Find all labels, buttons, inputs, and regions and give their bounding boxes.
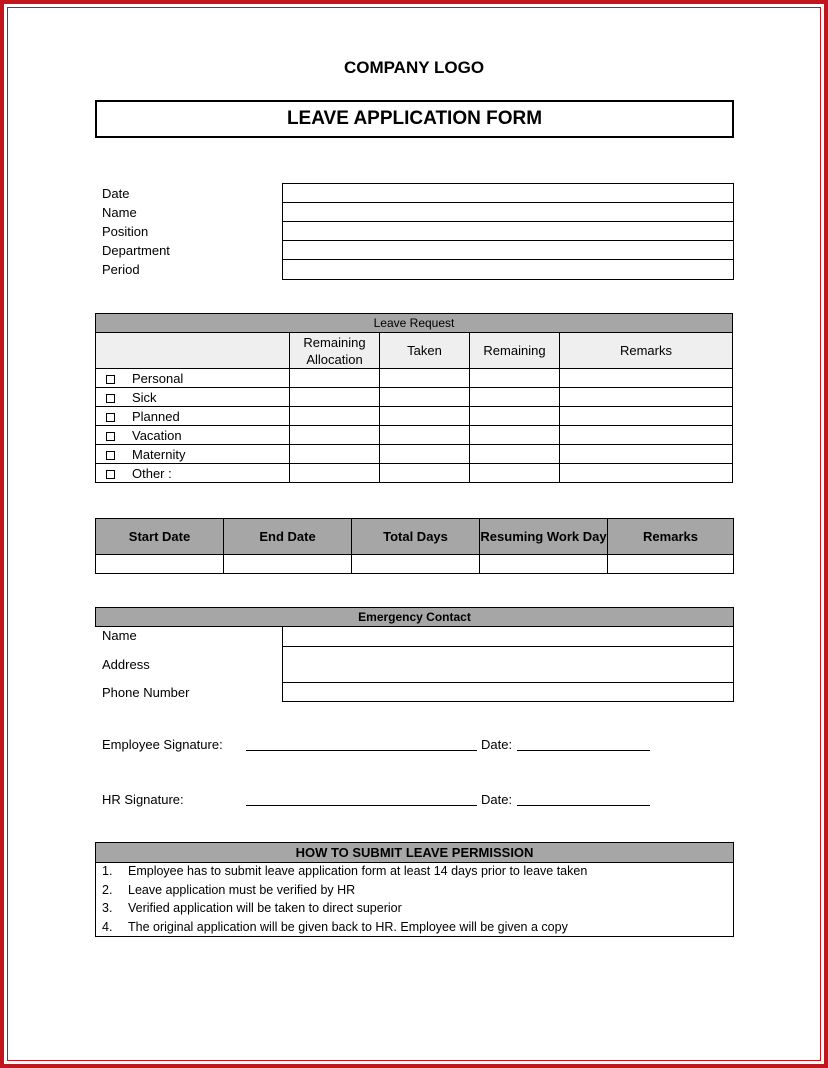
cell[interactable] — [380, 445, 470, 464]
leave-row-vacation — [96, 426, 733, 445]
cell[interactable] — [560, 426, 733, 445]
cell[interactable] — [470, 369, 560, 388]
cell[interactable] — [380, 407, 470, 426]
taken-header: Taken — [380, 333, 470, 369]
other-checkbox[interactable] — [106, 470, 115, 479]
dates-row — [96, 555, 734, 574]
start-date-cell[interactable] — [96, 555, 224, 574]
cell[interactable] — [290, 464, 380, 483]
emergency-phone-field[interactable] — [282, 682, 734, 702]
cell[interactable] — [290, 388, 380, 407]
maternity-checkbox[interactable] — [106, 451, 115, 460]
resuming-work-day-cell[interactable] — [480, 555, 608, 574]
emergency-address-field[interactable] — [282, 646, 734, 683]
cell[interactable] — [290, 407, 380, 426]
date-field[interactable] — [282, 183, 734, 203]
leave-request-title: Leave Request — [96, 314, 733, 333]
end-date-header: End Date — [224, 519, 352, 555]
hr-date-line[interactable] — [517, 805, 650, 806]
sick-checkbox[interactable] — [106, 394, 115, 403]
list-item: The original application will be given back to HR. Employee will be given a copy — [128, 920, 568, 934]
leave-dates-table — [95, 518, 734, 574]
employee-signature-label: Employee Signature: — [102, 737, 223, 752]
name-field[interactable] — [282, 202, 734, 222]
hr-signature-label: HR Signature: — [102, 792, 184, 807]
cell[interactable] — [560, 369, 733, 388]
cell[interactable] — [380, 388, 470, 407]
instructions-list — [96, 863, 733, 937]
leave-row-personal — [96, 369, 733, 388]
cell[interactable] — [290, 426, 380, 445]
list-item-number: 4. — [102, 920, 113, 934]
remaining-header: Remaining — [470, 333, 560, 369]
list-item: Verified application will be taken to direct superior — [128, 901, 402, 915]
company-logo: COMPANY LOGO — [343, 58, 485, 77]
leave-type-header — [96, 333, 290, 369]
planned-checkbox[interactable] — [106, 413, 115, 422]
start-date-header: Start Date — [96, 519, 224, 555]
leave-row-maternity — [96, 445, 733, 464]
cell[interactable] — [380, 426, 470, 445]
leave-type-label: Other : — [132, 465, 172, 481]
name-label: Name — [102, 205, 137, 220]
date-label: Date — [102, 186, 130, 201]
cell[interactable] — [470, 426, 560, 445]
list-item-number: 2. — [102, 883, 113, 897]
position-field[interactable] — [282, 221, 734, 241]
cell[interactable] — [560, 445, 733, 464]
instructions-title: HOW TO SUBMIT LEAVE PERMISSION — [96, 843, 733, 863]
dates-remarks-header: Remarks — [608, 519, 734, 555]
total-days-cell[interactable] — [352, 555, 480, 574]
period-field[interactable] — [282, 259, 734, 280]
emergency-name-label: Name — [102, 628, 137, 643]
vacation-checkbox[interactable] — [106, 432, 115, 441]
total-days-header: Total Days — [352, 519, 480, 555]
cell[interactable] — [380, 464, 470, 483]
cell[interactable] — [290, 445, 380, 464]
form-title: LEAVE APPLICATION FORM — [95, 100, 734, 138]
list-item: Leave application must be verified by HR — [128, 883, 356, 897]
personal-checkbox[interactable] — [106, 375, 115, 384]
cell[interactable] — [470, 388, 560, 407]
cell[interactable] — [380, 369, 470, 388]
cell[interactable] — [470, 407, 560, 426]
cell[interactable] — [290, 369, 380, 388]
leave-type-label: Maternity — [132, 446, 186, 462]
leave-row-sick — [96, 388, 733, 407]
emergency-contact-title: Emergency Contact — [95, 607, 734, 627]
hr-signature-line[interactable] — [246, 805, 477, 806]
leave-request-table — [95, 313, 733, 483]
employee-signature-line[interactable] — [246, 750, 477, 751]
list-item-number: 1. — [102, 864, 113, 878]
employee-date-line[interactable] — [517, 750, 650, 751]
instructions-box — [95, 842, 734, 937]
leave-type-label: Sick — [132, 389, 157, 405]
cell[interactable] — [560, 388, 733, 407]
cell[interactable] — [470, 464, 560, 483]
emergency-phone-label: Phone Number — [102, 685, 190, 700]
hr-date-label: Date: — [481, 792, 513, 807]
leave-type-label: Planned — [132, 408, 180, 424]
remarks-header: Remarks — [560, 333, 733, 369]
position-label: Position — [102, 224, 149, 239]
leave-type-label: Vacation — [132, 427, 182, 443]
list-item: Employee has to submit leave application form at least 14 days prior to leave taken — [128, 864, 588, 878]
resuming-work-day-header: Resuming Work Day — [480, 519, 608, 555]
employee-date-label: Date: — [481, 737, 513, 752]
period-label: Period — [102, 262, 140, 277]
leave-row-planned — [96, 407, 733, 426]
cell[interactable] — [560, 407, 733, 426]
leave-row-other — [96, 464, 733, 483]
department-label: Department — [102, 243, 170, 258]
end-date-cell[interactable] — [224, 555, 352, 574]
cell[interactable] — [560, 464, 733, 483]
emergency-name-field[interactable] — [282, 626, 734, 647]
cell[interactable] — [470, 445, 560, 464]
leave-type-label: Personal — [132, 370, 184, 386]
list-item-number: 3. — [102, 901, 113, 915]
remaining-allocation-header: Remaining Allocation — [290, 333, 380, 369]
dates-remarks-cell[interactable] — [608, 555, 734, 574]
emergency-address-label: Address — [102, 657, 150, 672]
department-field[interactable] — [282, 240, 734, 260]
